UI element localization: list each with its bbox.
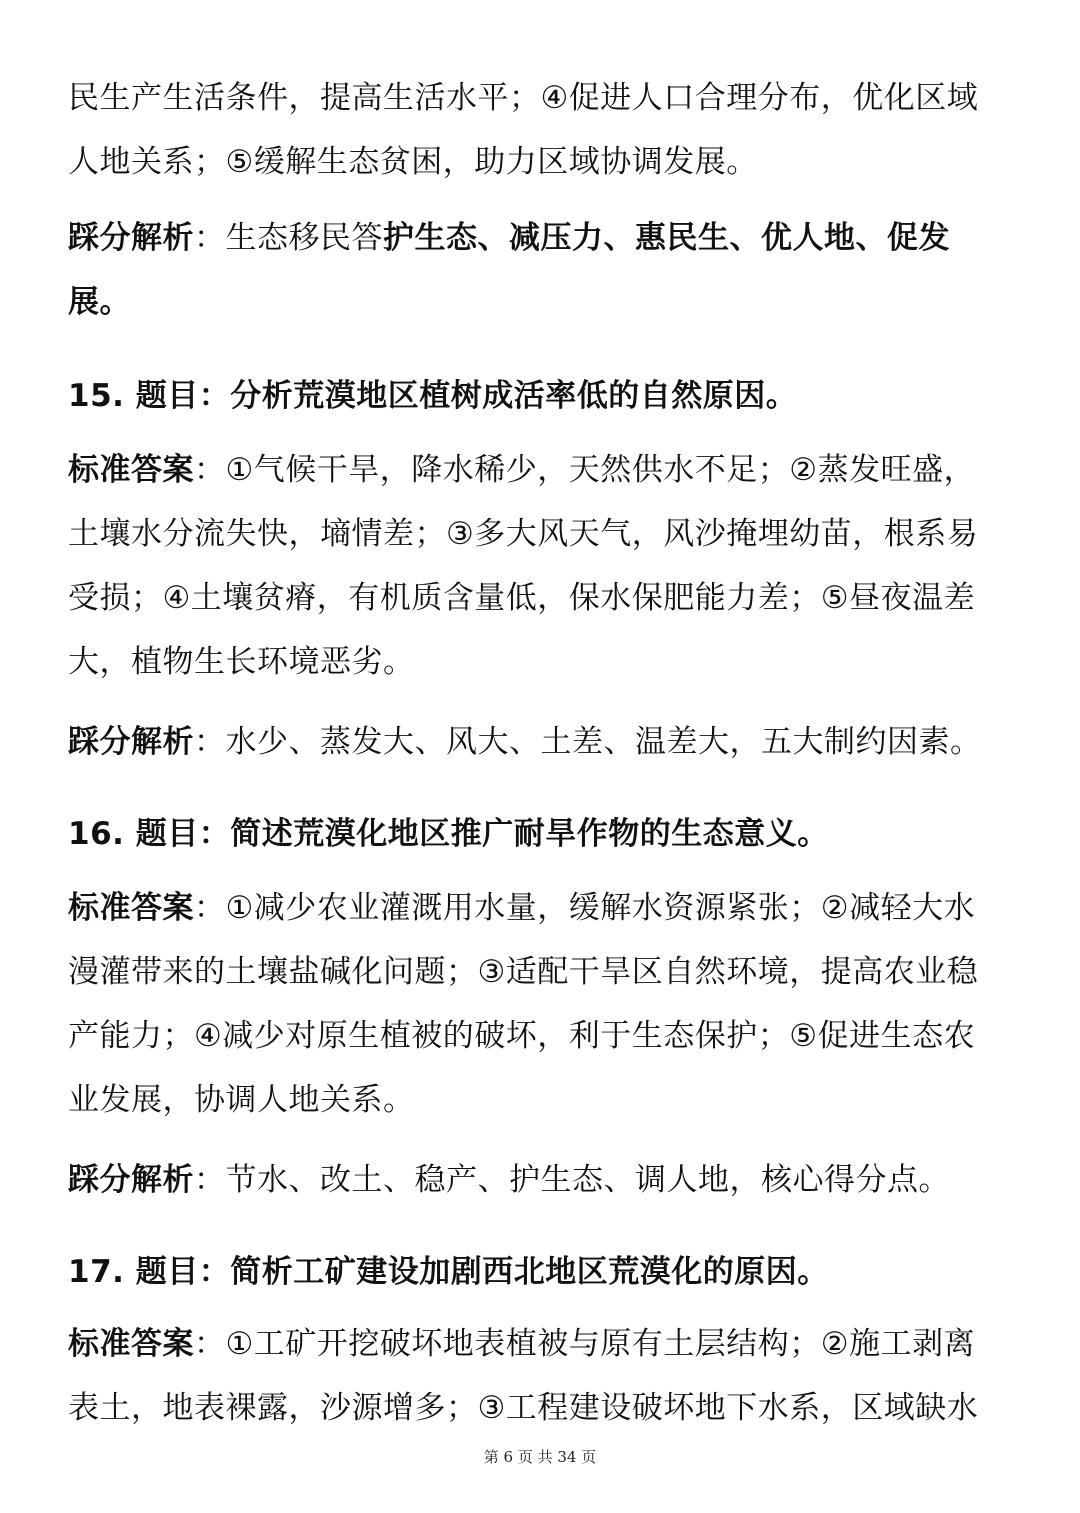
question-15-title bbox=[68, 364, 998, 428]
text-segment: ：节水、改土、稳产、护生态、调人地，核心得分点。 bbox=[194, 1162, 950, 1198]
bold-text-segment: 护生态、减压力、惠民生、优人地、促发展。 bbox=[68, 220, 950, 320]
text-segment: ：生态移民答 bbox=[194, 220, 383, 256]
question-17-standard-answer bbox=[68, 1312, 998, 1440]
bold-text-segment: 踩分解析 bbox=[68, 724, 194, 760]
text-segment: ：①工矿开挖破坏地表植被与原有土层结构；②施工剥离表土，地表裸露，沙源增多；③工程建设破坏地下水系，区域缺水 bbox=[68, 1326, 979, 1426]
bold-text-segment: 15. 题目：分析荒漠地区植树成活率低的自然原因。 bbox=[68, 378, 798, 414]
question-17-title bbox=[68, 1240, 998, 1304]
bold-text-segment: 踩分解析 bbox=[68, 1162, 194, 1198]
bold-text-segment: 标准答案 bbox=[68, 452, 194, 488]
question-16-scoring-analysis bbox=[68, 1148, 998, 1212]
question-16-standard-answer bbox=[68, 876, 998, 1132]
bold-text-segment: 17. 题目：简析工矿建设加剧西北地区荒漠化的原因。 bbox=[68, 1254, 829, 1290]
bold-text-segment: 标准答案 bbox=[68, 1326, 194, 1362]
question-16-title bbox=[68, 802, 998, 866]
bold-text-segment: 16. 题目：简述荒漠化地区推广耐旱作物的生态意义。 bbox=[68, 816, 829, 852]
text-segment: 民生产生活条件，提高生活水平；④促进人口合理分布，优化区域人地关系；⑤缓解生态贫困，助力区域协调发展。 bbox=[68, 80, 979, 180]
paragraph-scoring-analysis bbox=[68, 206, 998, 334]
bold-text-segment: 标准答案 bbox=[68, 890, 194, 926]
bold-text-segment: 踩分解析 bbox=[68, 220, 194, 256]
text-segment: ：①减少农业灌溉用水量，缓解水资源紧张；②减轻大水漫灌带来的土壤盐碱化问题；③适配干旱区自然环境，提高农业稳产能力；④减少对原生植被的破坏，利于生态保护；⑤促进生态农业发展，协调人地关系。 bbox=[68, 890, 979, 1118]
question-15-standard-answer bbox=[68, 438, 998, 694]
paragraph-answer-continuation bbox=[68, 66, 998, 194]
text-segment: ：①气候干旱，降水稀少，天然供水不足；②蒸发旺盛，土壤水分流失快，墒情差；③多大风天气，风沙掩埋幼苗，根系易受损；④土壤贫瘠，有机质含量低，保水保肥能力差；⑤昼夜温差大，植物生长环境恶劣。 bbox=[68, 452, 979, 680]
question-15-scoring-analysis bbox=[68, 710, 998, 774]
text-segment: ：水少、蒸发大、风大、土差、温差大，五大制约因素。 bbox=[194, 724, 982, 760]
page-footer: 第 6 页 共 34 页 bbox=[483, 1448, 597, 1466]
